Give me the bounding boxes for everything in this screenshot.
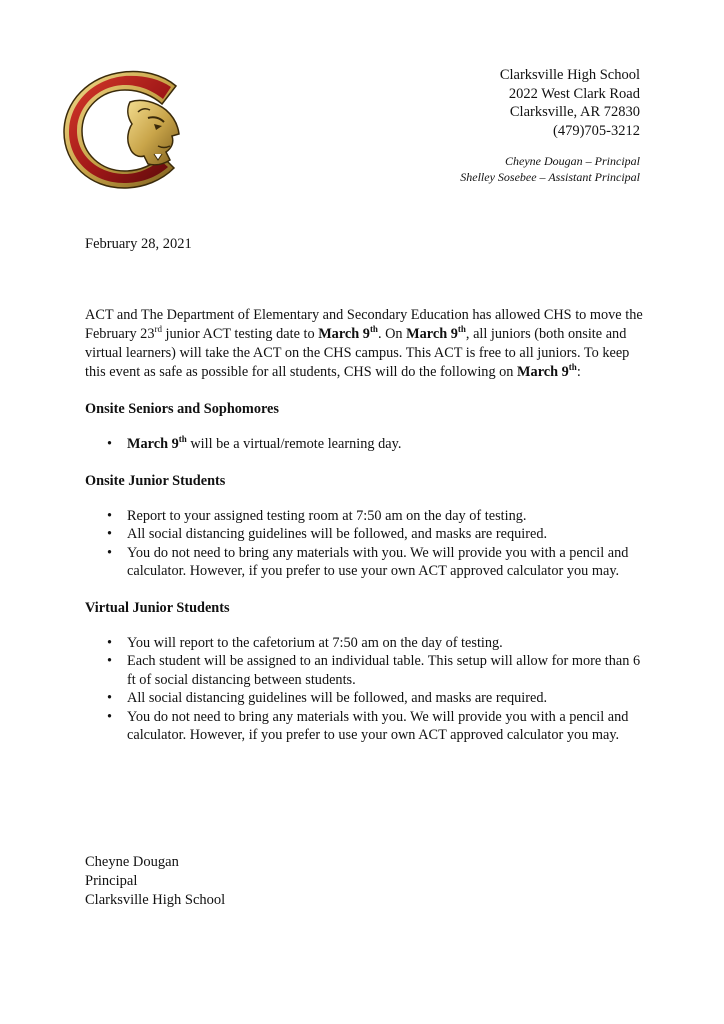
letterhead bbox=[460, 66, 640, 185]
school-name: Clarksville High School bbox=[499, 67, 640, 83]
list-item: • You do not need to bring any materials with you. We will provide you with a pencil and calculator. However, if you prefer to use your own ACT approved calculator you may. bbox=[127, 708, 645, 745]
signature-block bbox=[85, 853, 225, 910]
signer-name: Cheyne Dougan bbox=[85, 854, 179, 870]
street-address: 2022 West Clark Road bbox=[508, 85, 640, 102]
letter-date: February 28, 2021 bbox=[85, 236, 192, 252]
onsite-juniors-list bbox=[85, 507, 645, 581]
principal-line: Cheyne Dougan – Principal bbox=[505, 154, 640, 168]
section-heading-virtual-juniors: Virtual Junior Students bbox=[85, 599, 230, 616]
list-item: • You do not need to bring any materials with you. We will provide you with a pencil and calculator. However, if you prefer to use your own ACT approved calculator you may. bbox=[127, 544, 645, 581]
seniors-list bbox=[85, 435, 645, 454]
signer-title: Principal bbox=[85, 873, 138, 889]
list-item: • All social distancing guidelines will be followed, and masks are required. bbox=[127, 525, 645, 544]
assistant-principal-line: Shelley Sosebee – Assistant Principal bbox=[460, 169, 640, 184]
virtual-juniors-list bbox=[85, 634, 645, 745]
panther-c-logo-icon bbox=[58, 68, 188, 192]
letter-body bbox=[85, 306, 645, 763]
section-heading-seniors: Onsite Seniors and Sophomores bbox=[85, 401, 279, 417]
list-item: • You will report to the cafetorium at 7:50 am on the day of testing. bbox=[127, 634, 645, 653]
signer-school: Clarksville High School bbox=[85, 892, 226, 908]
list-item: • Each student will be assigned to an individual table. This setup will allow for more than 6 ft of social distancing between students. bbox=[127, 652, 645, 689]
intro-paragraph: ACT and The Department of Elementary and Secondary Education has allowed CHS to move the February 23rd junior ACT testing date to March 9th. On March 9th, all juniors (both onsite and virtual learners) will take the ACT on the CHS campus. This ACT is free to all juniors. To keep this event as safe as possible for all students, CHS will do the following on March 9th: bbox=[85, 307, 643, 380]
section-heading-onsite-juniors: Onsite Junior Students bbox=[85, 472, 226, 489]
list-item: • All social distancing guidelines will be followed, and masks are required. bbox=[127, 689, 645, 708]
list-item: • Report to your assigned testing room at 7:50 am on the day of testing. bbox=[127, 507, 645, 526]
city-state-zip: Clarksville, AR 72830 bbox=[509, 104, 640, 120]
list-item: • March 9th will be a virtual/remote learning day. bbox=[127, 435, 645, 454]
phone-number: (479)705-3212 bbox=[553, 122, 640, 139]
